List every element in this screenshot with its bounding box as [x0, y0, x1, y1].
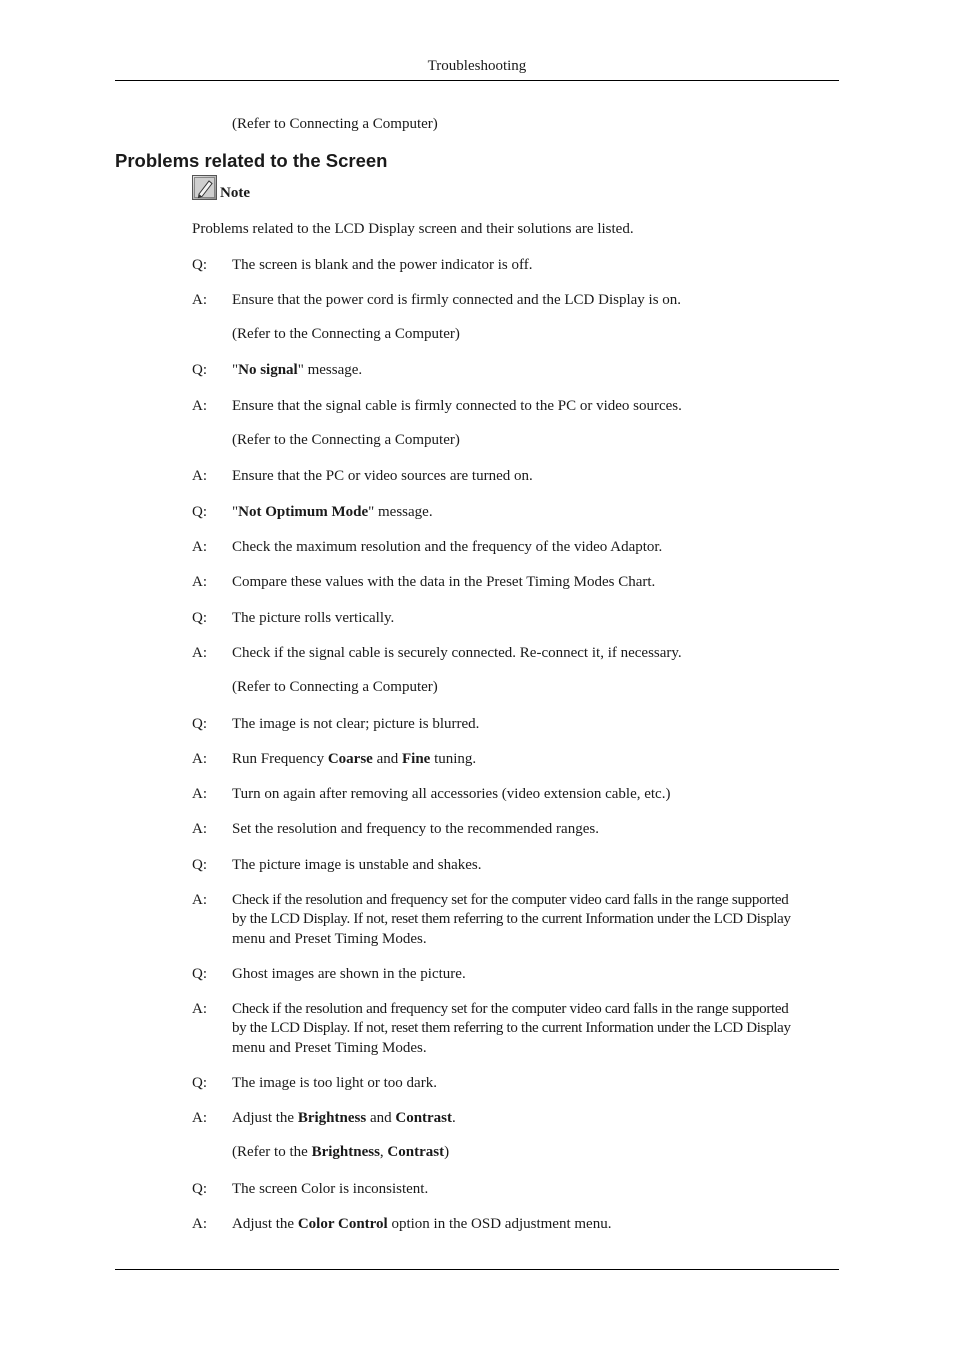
answer-label: A:: [192, 1216, 207, 1232]
intro-refer-text: (Refer to Connecting a Computer): [232, 116, 438, 132]
footer-divider: [115, 1269, 839, 1270]
color-control-term: Color Control: [297, 1216, 388, 1232]
contrast-term: Contrast: [387, 1144, 445, 1160]
question-text: Ghost images are shown in the picture.: [232, 966, 466, 982]
question-label: Q:: [192, 257, 207, 273]
answer-label: A:: [192, 574, 207, 590]
question-label: Q:: [192, 362, 207, 378]
answer-text: Compare these values with the data in the Preset Timing Modes Chart.: [232, 574, 656, 590]
answer-label: A:: [192, 292, 207, 308]
question-label: Q:: [192, 716, 207, 732]
answer-text-line: menu and Preset Timing Modes.: [232, 1040, 427, 1056]
answer-text: Adjust the Color Control option in the OSD adjustment menu.: [232, 1216, 612, 1232]
answer-text-line: Check if the resolution and frequency set for the computer video card falls in the range supported: [232, 1001, 789, 1017]
answer-text: Turn on again after removing all accessories (video extension cable, etc.): [232, 786, 671, 802]
question-label: Q:: [192, 966, 207, 982]
answer-text: Check the maximum resolution and the frequency of the video Adaptor.: [232, 539, 663, 555]
answer-text: Set the resolution and frequency to the recommended ranges.: [232, 821, 599, 837]
answer-text: Ensure that the PC or video sources are turned on.: [232, 468, 533, 484]
coarse-term: Coarse: [327, 751, 373, 767]
question-text: The image is too light or too dark.: [232, 1075, 437, 1091]
question-text: The screen Color is inconsistent.: [232, 1181, 429, 1197]
note-pencil-icon: [192, 175, 217, 200]
refer-text: (Refer to the Connecting a Computer): [232, 432, 460, 448]
answer-label: A:: [192, 1110, 207, 1126]
refer-text: (Refer to the Connecting a Computer): [232, 326, 460, 342]
refer-text: (Refer to Connecting a Computer): [232, 679, 438, 695]
question-text: "Not Optimum Mode" message.: [232, 504, 433, 520]
question-label: Q:: [192, 610, 207, 626]
answer-label: A:: [192, 398, 207, 414]
answer-label: A:: [192, 1001, 207, 1017]
answer-label: A:: [192, 751, 207, 767]
note-text: Problems related to the LCD Display screen and their solutions are listed.: [192, 221, 634, 237]
answer-label: A:: [192, 821, 207, 837]
contrast-term: Contrast: [395, 1110, 453, 1126]
answer-label: A:: [192, 892, 207, 908]
answer-text-line: by the LCD Display. If not, reset them referring to the current Information under the LCD Display: [232, 911, 791, 927]
answer-text: Ensure that the signal cable is firmly connected to the PC or video sources.: [232, 398, 682, 414]
question-text: "No signal" message.: [232, 362, 363, 378]
note-label: Note: [220, 185, 250, 201]
question-text: The picture image is unstable and shakes.: [232, 857, 482, 873]
answer-label: A:: [192, 539, 207, 555]
answer-text: Ensure that the power cord is firmly connected and the LCD Display is on.: [232, 292, 682, 308]
answer-text: Check if the signal cable is securely connected. Re-connect it, if necessary.: [232, 645, 682, 661]
question-label: Q:: [192, 1181, 207, 1197]
brightness-term: Brightness: [311, 1144, 380, 1160]
refer-text: (Refer to the Brightness, Contrast): [232, 1144, 450, 1160]
answer-label: A:: [192, 468, 207, 484]
question-text: The image is not clear; picture is blurred.: [232, 716, 480, 732]
answer-label: A:: [192, 645, 207, 661]
question-label: Q:: [192, 1075, 207, 1091]
section-heading: Problems related to the Screen: [115, 150, 388, 171]
answer-text-line: menu and Preset Timing Modes.: [232, 931, 427, 947]
question-text: The picture rolls vertically.: [232, 610, 395, 626]
fine-term: Fine: [402, 751, 431, 767]
brightness-term: Brightness: [297, 1110, 367, 1126]
answer-text-line: by the LCD Display. If not, reset them referring to the current Information under the LCD Display: [232, 1020, 791, 1036]
no-signal-term: No signal: [238, 362, 298, 378]
answer-text: Run Frequency Coarse and Fine tuning.: [232, 751, 477, 767]
header-divider: [115, 80, 839, 81]
answer-text-line: Check if the resolution and frequency set for the computer video card falls in the range supported: [232, 892, 789, 908]
answer-text: Adjust the Brightness and Contrast.: [232, 1110, 456, 1126]
question-text: The screen is blank and the power indicator is off.: [232, 257, 533, 273]
page-header-title: Troubleshooting: [427, 58, 527, 74]
question-label: Q:: [192, 857, 207, 873]
question-label: Q:: [192, 504, 207, 520]
answer-label: A:: [192, 786, 207, 802]
not-optimum-mode-term: Not Optimum Mode: [238, 504, 369, 520]
